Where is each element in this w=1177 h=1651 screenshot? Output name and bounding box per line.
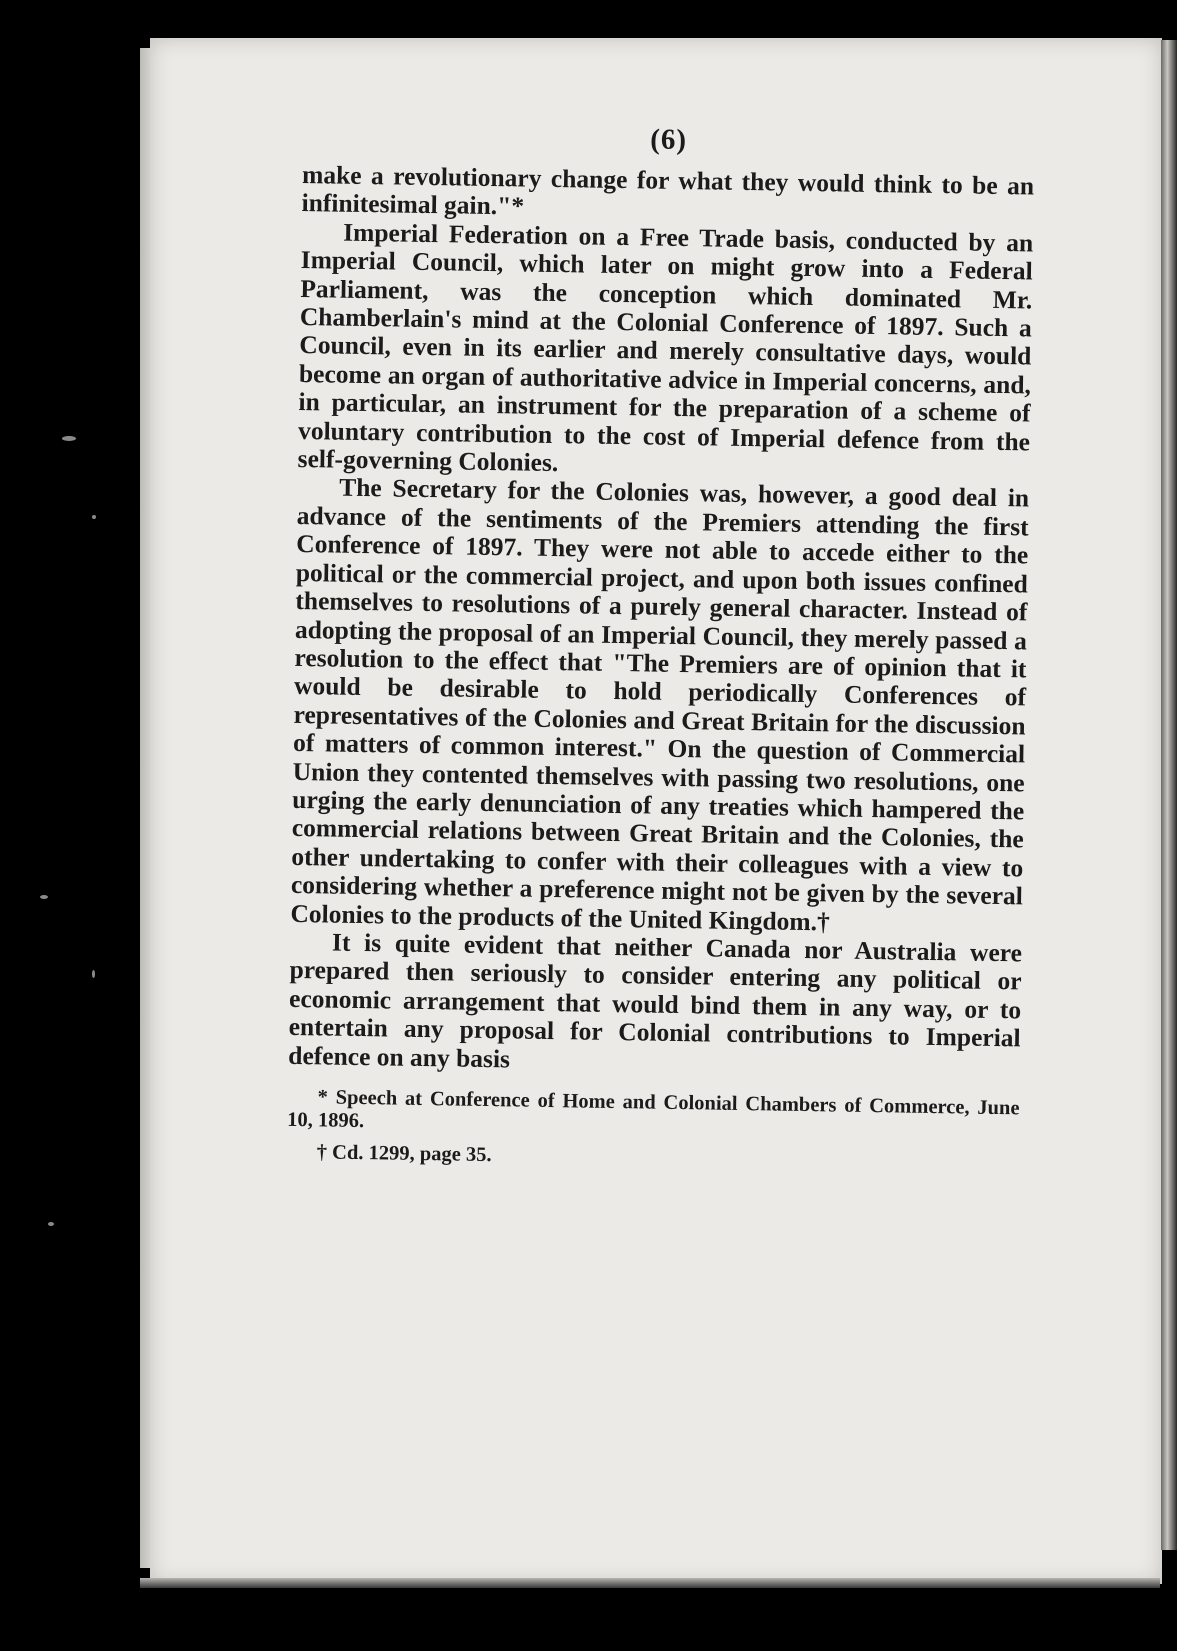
page-text (286, 118, 1034, 1184)
page-number: (6) (650, 123, 688, 157)
page-bottom-edge (140, 1578, 1160, 1588)
footnote-speech: * Speech at Conference of Home and Colonial Chambers of Commerce, June 10, 1896. (287, 1086, 1020, 1133)
scan-speck (92, 970, 95, 978)
page-right-edge (1161, 40, 1177, 1550)
footnotes (287, 1086, 1020, 1175)
paragraph-4: It is quite evident that neither Canada nor Australia were prepared then seriously to consider entering any political or economic arrangement that would bind them in any way, or to entertain any proposal for Colonial contributions to Imperial defence on any basis (288, 927, 1023, 1073)
paragraph-3: The Secretary for the Colonies was, however, a good deal in advance of the sentiments of the Premiers attending the first Conference of 1897. They were not able to accede either to the political or the commercial project, and upon both issues confined themselves to resolutions of a purely general character. Instead of adopting the proposal of an Imperial Council, they merely passed a resolution to the effect that "The Premiers are of opinion that it would be desirable to hold periodically Conferences of representatives of the Colonies and Great Britain for the discussion of matters of common interest." On the question of Commercial Union they contented themselves with passing two resolutions, one urging the early denunciation of any treaties which hampered the commercial relations between Great Britain and the Colonies, the other undertaking to confer with their colleagues with a view to considering whether a preference might not be given by the several Colonies to the products of the United Kingdom.† (290, 473, 1030, 936)
paragraph-2: Imperial Federation on a Free Trade basis, conducted by an Imperial Council, which later on might grow into a Federal Parliament, was the conception which dominated Mr. Chamberlain's mind at the Colonial Conference of 1897. Such a Council, even in its earlier and merely consultative days, would become an organ of authoritative advice in Imperial concerns, and, in particular, an instrument for the preparation of a scheme of voluntary contribution to the cost of Imperial defence from the self-governing Colonies. (297, 217, 1034, 478)
scan-speck (48, 1222, 54, 1226)
scan-speck (40, 895, 48, 899)
scan-speck (92, 515, 96, 519)
footnote-cd: † Cd. 1299, page 35. (316, 1141, 492, 1167)
scan-speck (62, 436, 76, 441)
paragraph-1: make a revolutionary change for what they would think to be an infinitesimal gain."* (301, 159, 1035, 221)
